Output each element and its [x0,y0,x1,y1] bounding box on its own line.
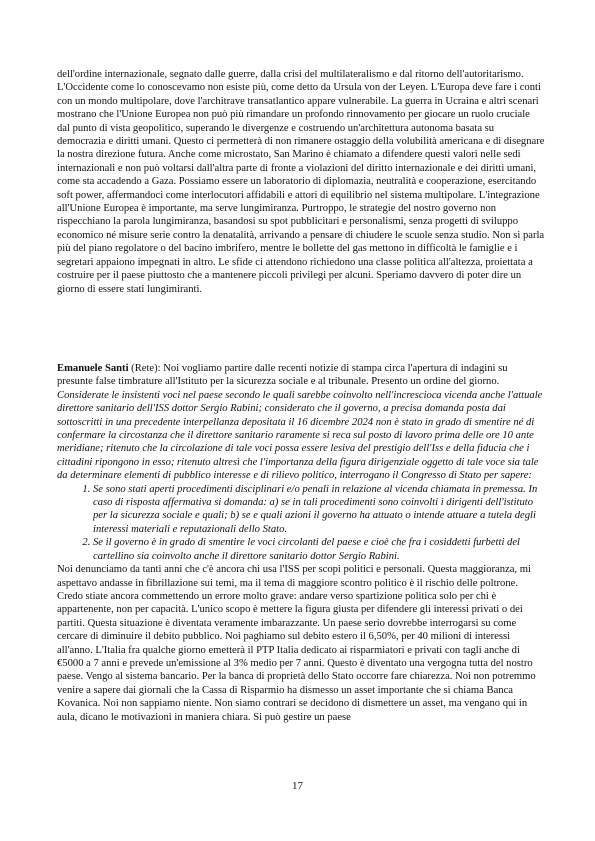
question-item-2: 2. Se il governo è in grado di smentire le voci circolanti del paese e cioè che fra i cosiddetti furbetti del cartellino sia coinvolto anche il direttore sanitario dottor Sergio Rabini. [93,536,545,563]
question-item-1: 1. Se sono stati aperti procedimenti disciplinari e/o penali in relazione al vicenda chiamata in premessa. In caso di risposta affermativa si domanda: a) se in tali procedimenti sono coinvolti i dirigenti dell'istituto per la sicurezza sociale e quali; b) se e quali azioni il governo ha attuato o intende attuare a tutela degli interessi materiali e reputazionali dello Stato. [93,483,545,537]
paragraph-after-motion: Noi denunciamo da tanti anni che c'è ancora chi usa l'ISS per scopi politici e personali. Questa maggioranza, mi aspettavo andasse in fibrillazione sui temi, ma il tema di maggiore scontro politico è il rischio delle poltrone. Credo stiate ancora commettendo un errore molto grave: andare verso spartizione politica solo per chi è appartenente, non per capacità. L'unico scopo è mettere la figura giusta per difendere gli interessi privati o dei partiti. Questa situazione è diventata veramente imbarazzante. Un paese serio dovrebbe interrogarsi su come cercare di diminuire il debito pubblico. Noi paghiamo sul debito estero il 6,50%, per 40 milioni di interessi all'anno. L'Italia fra qualche giorno emetterà il PTP Italia dedicato ai risparmiatori e privati con tagli anche di €5000 a 7 anni e prevede un'emissione al 3% medio per 7 anni. Questo è diventato una vergogna tutta del nostro paese. Vengo al sistema bancario. Per la banca di proprietà dello Stato occorre fare chiarezza. Noi non potremmo venire a sapere dai giornali che la Cassa di Risparmio ha dismesso un asset importante che si chiama Banca Kovanica. Noi non sappiamo niente. Non siamo contrari se decidono di dismettere un asset, ma vengano qui in aula, dicano le motivazioni in maniera chiara. Si può gestire un paese [57,564,536,723]
page-number: 17 [292,780,303,792]
text-block-santi [57,362,545,724]
speaker-paragraph [57,362,545,389]
text-block-top [57,68,545,296]
speaker-intro: (Rete): Noi vogliamo partire dalle recenti notizie di stampa circa l'apertura di indagini su presunte false timbrature all'Istituto per la sicurezza sociale e al tribunale. Presento un ordine del giorno. [57,363,508,388]
question-list [57,483,545,563]
paragraph-geopolitics: dell'ordine internazionale, segnato dalle guerre, dalla crisi del multilateralismo e dal ritorno dell'autoritarismo. L'Occidente come lo conoscevamo non esiste più, come detto da Ursula von der Leyen. L'Europa deve fare i conti con un mondo multipolare, dove l'architrave transatlantico appare vulnerabile. La guerra in Ucraina e altri scenari mostrano che l'Unione Europea non può più rimandare un profondo rinnovamento per giocare un ruolo cruciale dal punto di vista geopolitico, superando le divergenze e costruendo un'architettura autonoma basata su democrazia e diritti umani. Questo ci permetterà di non rimanere ostaggio della volubilità americana e di disegnare la nostra direzione futura. Anche come microstato, San Marino è chiamato a difendere questi valori nelle sedi internazionali e non può voltarsi dall'altra parte di fronte a violazioni del diritto internazionale e dei diritti umani, come sta accadendo a Gaza. Possiamo essere un laboratorio di diplomazia, neutralità e cooperazione, esercitando soft power, affermandoci come interlocutori affidabili e attori di equilibrio nel sistema multipolare. L'integrazione all'Unione Europea è importante, ma serve lungimiranza. Purtroppo, le strategie del nostro governo non rispecchiano la parola lungimiranza, basandosi su spot pubblicitari e personalismi, senza progetti di sviluppo economico né misure serie contro la denatalità, arrivando a pensare di chiudere le scuole senza studio. Non si parla più del piano regolatore o del bacino imbrifero, mentre le bollette del gas mettono in difficoltà le famiglie e i segretari appaiono impegnati in altro. Le sfide ci attendono richiedono una classe politica all'altezza, proiettata a costruire per il paese piuttosto che a mantenere piccoli privilegi per alcuni. Speriamo davvero di poter dire un giorno di essere stati lungimiranti. [57,69,545,295]
speaker-name: Emanuele Santi [57,363,129,374]
motion-text: Considerate le insistenti voci nel paese secondo le quali sarebbe coinvolto nell'increscioса vicenda anche l'attuale direttore sanitario dell'ISS dottor Sergio Rabini; considerato che il governo, a precisa domanda posta dai sottoscritti in una precedente interpellanza depositata il 16 dicembre 2024 non è stato in grado di smentire né di confermare la circostanza che il direttore sanitario raramente si reca sul posto di lavoro prima delle ore 10 ante meridiane; ritenuto che la circolazione di tale voci possa essere lesiva del prestigio dell'Iss e della fiducia che i cittadini ripongono in esso; ritenuto altresì che l'importanza della figura dirigenziale oggetto di tale voce sia tale da determinare elementi di pubblico interesse e di rilievo politico, interrogano il Congresso di Stato per sapere: [57,389,543,482]
